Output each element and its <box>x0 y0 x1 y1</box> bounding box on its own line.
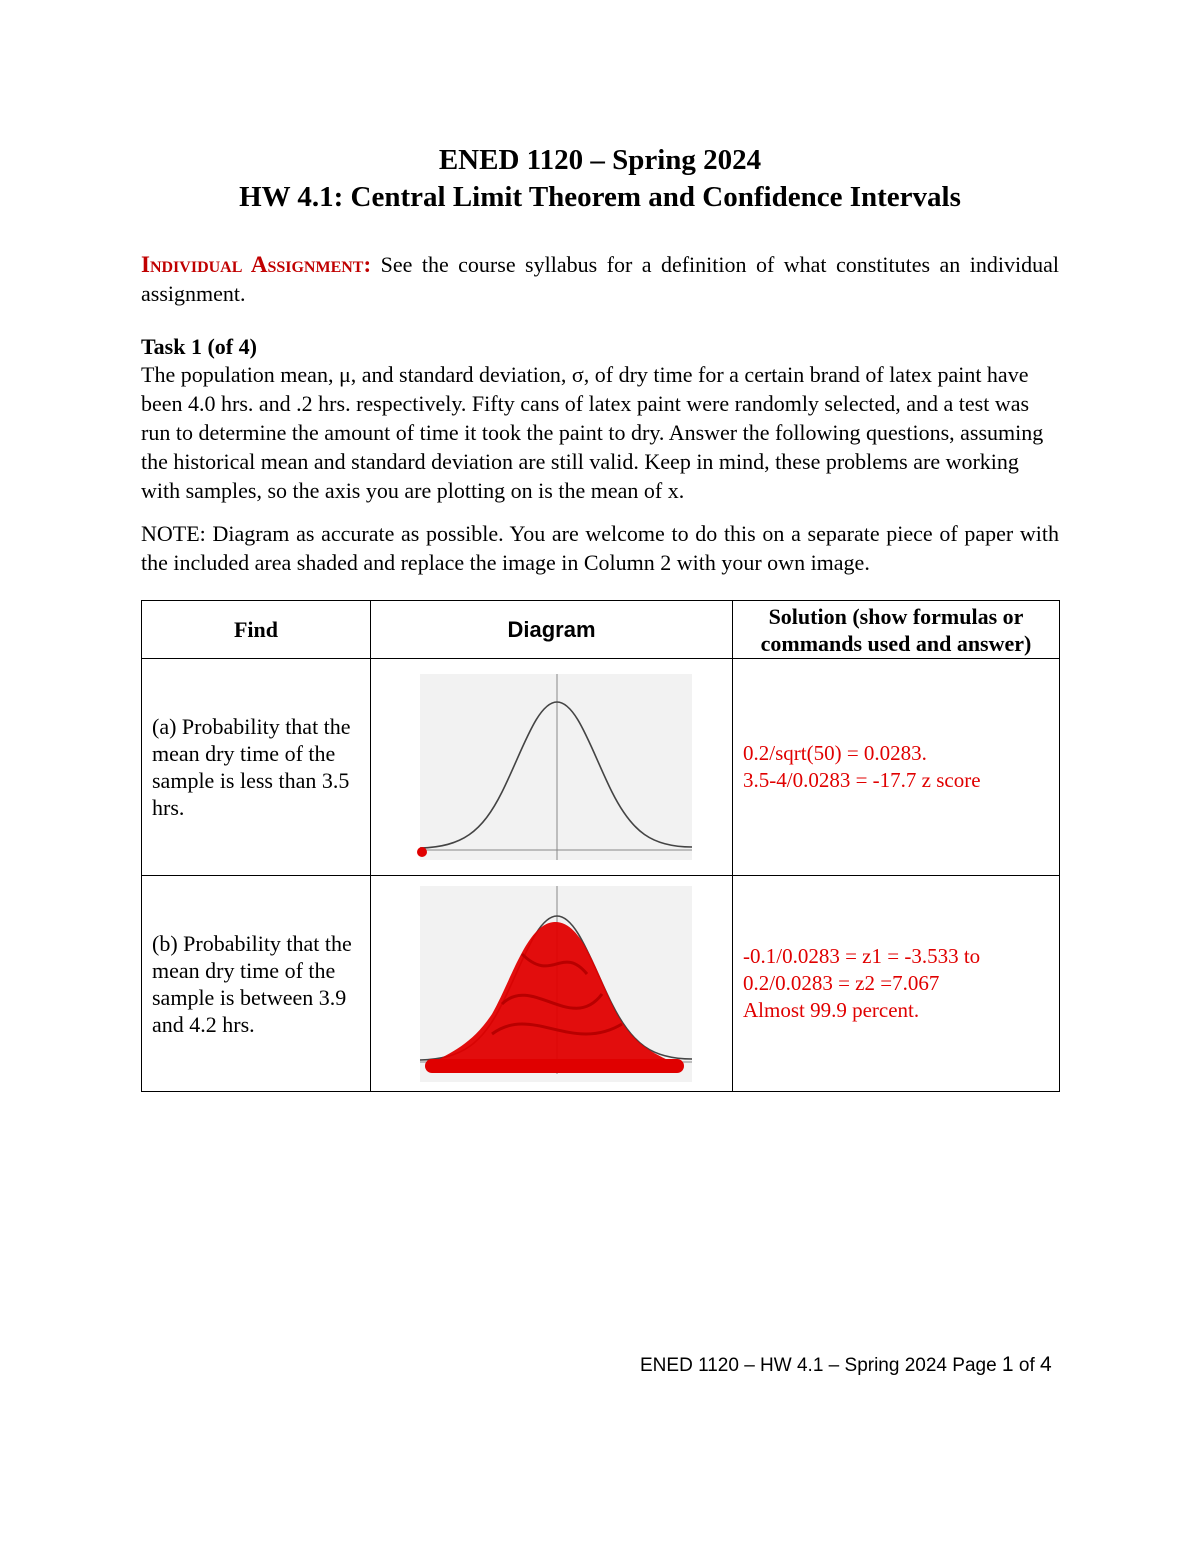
solution-b-line-2: 0.2/0.0283 = z2 =7.067 <box>743 971 940 995</box>
header-find: Find <box>142 601 371 659</box>
header-diagram: Diagram <box>371 601 733 659</box>
task-heading: Task 1 (of 4) <box>141 334 257 359</box>
normal-curve-diagram-a <box>402 672 702 862</box>
solution-a-line-2: 3.5-4/0.0283 = -17.7 z score <box>743 768 981 792</box>
find-cell-b: (b) Probability that the mean dry time of the sample is between 3.9 and 4.2 hrs. <box>142 876 371 1092</box>
footer-text: ENED 1120 – HW 4.1 – Spring 2024 Page <box>640 1355 1002 1376</box>
header-solution: Solution (show formulas or commands used and answer) <box>733 601 1060 659</box>
solution-b-line-3: Almost 99.9 percent. <box>743 998 920 1022</box>
normal-curve-diagram-b <box>402 884 702 1084</box>
shaded-point-marker <box>417 847 427 857</box>
assignment-title: HW 4.1: Central Limit Theorem and Confidence Intervals <box>239 181 961 213</box>
diagram-cell-b <box>371 876 733 1092</box>
solution-a-line-1: 0.2/sqrt(50) = 0.0283. <box>743 741 927 765</box>
table-row <box>142 876 1060 1092</box>
document-title: ENED 1120 – Spring 2024 <box>438 144 762 176</box>
page-footer <box>640 1353 1052 1377</box>
diagram-cell-a <box>371 659 733 876</box>
table-row <box>142 659 1060 876</box>
task-note: NOTE: Diagram as accurate as possible. You are welcome to do this on a separate piece of paper with the included area shaded and replace the image in Column 2 with your own image. <box>141 521 1059 575</box>
footer-of: of <box>1013 1355 1041 1376</box>
task-body: The population mean, μ, and standard deviation, σ, of dry time for a certain brand of latex paint have been 4.0 hrs. and .2 hrs. respectively. Fifty cans of latex paint were randomly selected, and a test was run to determine the amount of time it took the paint to dry. Answer the following questions, assuming the historical mean and standard deviation are still valid. Keep in mind, these problems are working with samples, so the axis you are plotting on is the mean of x. <box>141 362 1044 503</box>
footer-page-number: 1 <box>1001 1353 1014 1376</box>
task-table <box>141 600 1060 1092</box>
footer-total-pages: 4 <box>1040 1353 1052 1376</box>
individual-assignment-paragraph <box>141 250 1059 308</box>
solution-b-line-1: -0.1/0.0283 = z1 = -3.533 to <box>743 944 981 968</box>
individual-assignment-text: See the course syllabus for a definition of what constitutes an individual assignment. <box>141 252 1059 306</box>
solution-cell-a <box>733 659 1060 876</box>
individual-assignment-label: Individual Assignment: <box>141 252 372 277</box>
find-cell-a: (a) Probability that the mean dry time of the sample is less than 3.5 hrs. <box>142 659 371 876</box>
table-header-row <box>142 601 1060 659</box>
solution-cell-b <box>733 876 1060 1092</box>
